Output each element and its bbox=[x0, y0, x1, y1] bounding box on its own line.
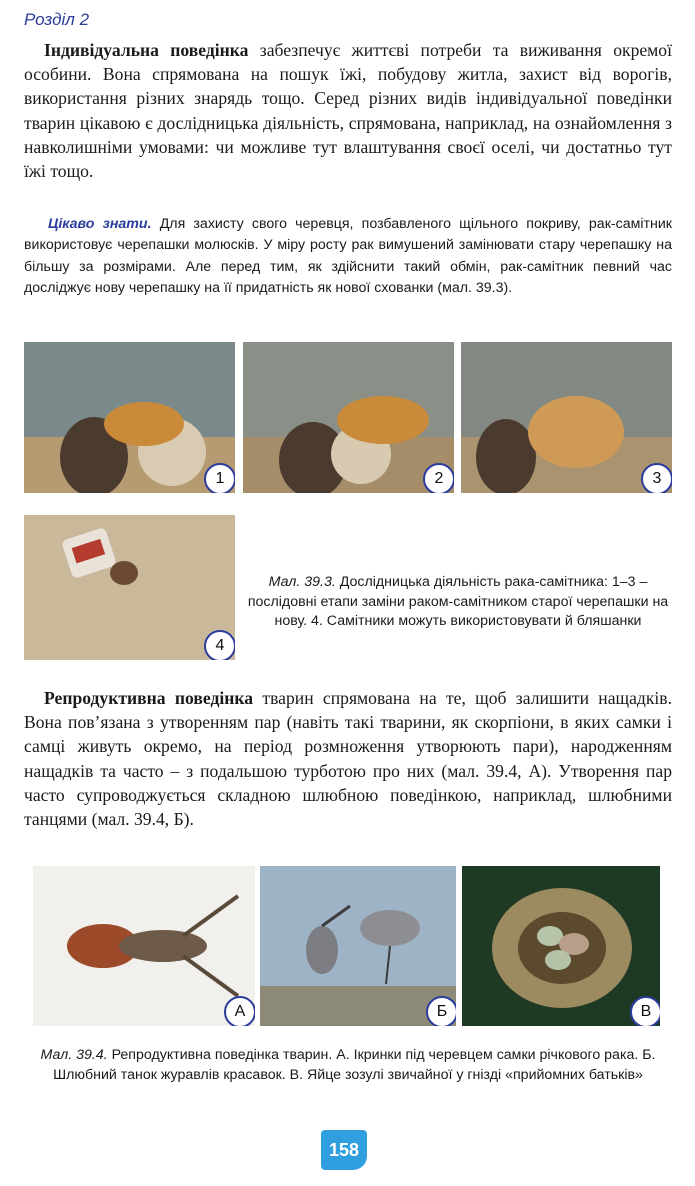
figure-39-3-caption bbox=[244, 573, 672, 632]
badge-c: В bbox=[630, 996, 660, 1026]
crayfish-photo-image bbox=[33, 866, 255, 1026]
figure-39-4-caption-text: Репродуктивна поведінка тварин. А. Ікринки під черевцем самки річкового рака. Б. Шлюбний танок журавлів красавок. В. Яйце зозулі звичайної у гнізді «прийомних батьків» bbox=[53, 1047, 656, 1083]
badge-1: 1 bbox=[204, 463, 235, 493]
figure-39-4-ref: Мал. 39.4. bbox=[40, 1047, 108, 1063]
interesting-fact bbox=[24, 214, 672, 300]
cranes-photo-image bbox=[260, 866, 456, 1026]
section-label: Розділ 2 bbox=[24, 10, 90, 29]
badge-b: Б bbox=[426, 996, 456, 1026]
hermit-crab-photo-2-image bbox=[243, 342, 454, 493]
hermit-crab-photo-1-image bbox=[24, 342, 235, 493]
badge-4: 4 bbox=[204, 630, 235, 660]
nest-photo-image bbox=[462, 866, 660, 1026]
photo-hermit-crab-3 bbox=[461, 342, 672, 493]
photo-hermit-crab-2 bbox=[243, 342, 454, 493]
badge-2: 2 bbox=[423, 463, 454, 493]
paragraph-reproductive-text: тварин спрямована на те, щоб залишити нащадків. Вона пов’язана з утворенням пар (навіть такі тварини, як скорпіони, в яких самки і самці живуть окремо, на період розмноження утворюють пари), народженням нащадків та часто – з подальшою турботою про них (мал. 39.4, А). Утворення пар часто супроводжується складною шлюбною поведінкою, наприклад, шлюбними танцями (мал. 39.4, Б). bbox=[24, 688, 672, 830]
hermit-crab-photo-4-image bbox=[24, 515, 235, 660]
photo-cranes bbox=[260, 866, 456, 1026]
photo-hermit-crab-4 bbox=[24, 515, 235, 660]
interesting-fact-lead: Цікаво знати. bbox=[48, 216, 152, 232]
photo-nest bbox=[462, 866, 660, 1026]
photo-hermit-crab-1 bbox=[24, 342, 235, 493]
figure-39-4-caption bbox=[24, 1046, 672, 1085]
photo-crayfish bbox=[33, 866, 255, 1026]
term-reproductive-behavior: Репродуктивна поведінка bbox=[44, 688, 254, 708]
paragraph-reproductive-behavior bbox=[24, 686, 672, 831]
interesting-fact-text: Для захисту свого черевця, позбавленого щільного покриву, рак-самітник використовує черепашки молюсків. У міру росту рак вимушений замінювати стару черепашку на більшу за розмірами. Але перед тим, як здійснити такий обмін, рак-самітник певний час досліджує нову черепашку на її придатність як нової схованки (мал. 39.3). bbox=[24, 216, 672, 297]
paragraph-individual-text: забезпечує життєві потреби та виживання окремої особини. Вона спрямована на пошук їжі, побудову житла, захист від ворогів, використання різних знарядь тощо. Серед різних видів індивідуальної поведінки тварин цікавою є дослідницька діяльність, спрямована, наприклад, на ознайомлення з навколишніми умовами: чи можливе тут влаштування своєї оселі, чи достатньо тут їжі тощо. bbox=[24, 40, 672, 182]
badge-a: А bbox=[224, 996, 255, 1026]
term-individual-behavior: Індивідуальна поведінка bbox=[44, 40, 249, 60]
badge-3: 3 bbox=[641, 463, 672, 493]
hermit-crab-photo-3-image bbox=[461, 342, 672, 493]
page-number: 158 bbox=[321, 1130, 367, 1170]
paragraph-individual-behavior bbox=[24, 38, 672, 183]
figure-39-3-caption-text: Дослідницька діяльність рака-самітника: 1–3 – послідовні етапи заміни раком-самітником старої черепашки на нову. 4. Самітники можуть використовувати й бляшанки bbox=[247, 574, 669, 629]
figure-39-3-ref: Мал. 39.3. bbox=[268, 574, 336, 590]
